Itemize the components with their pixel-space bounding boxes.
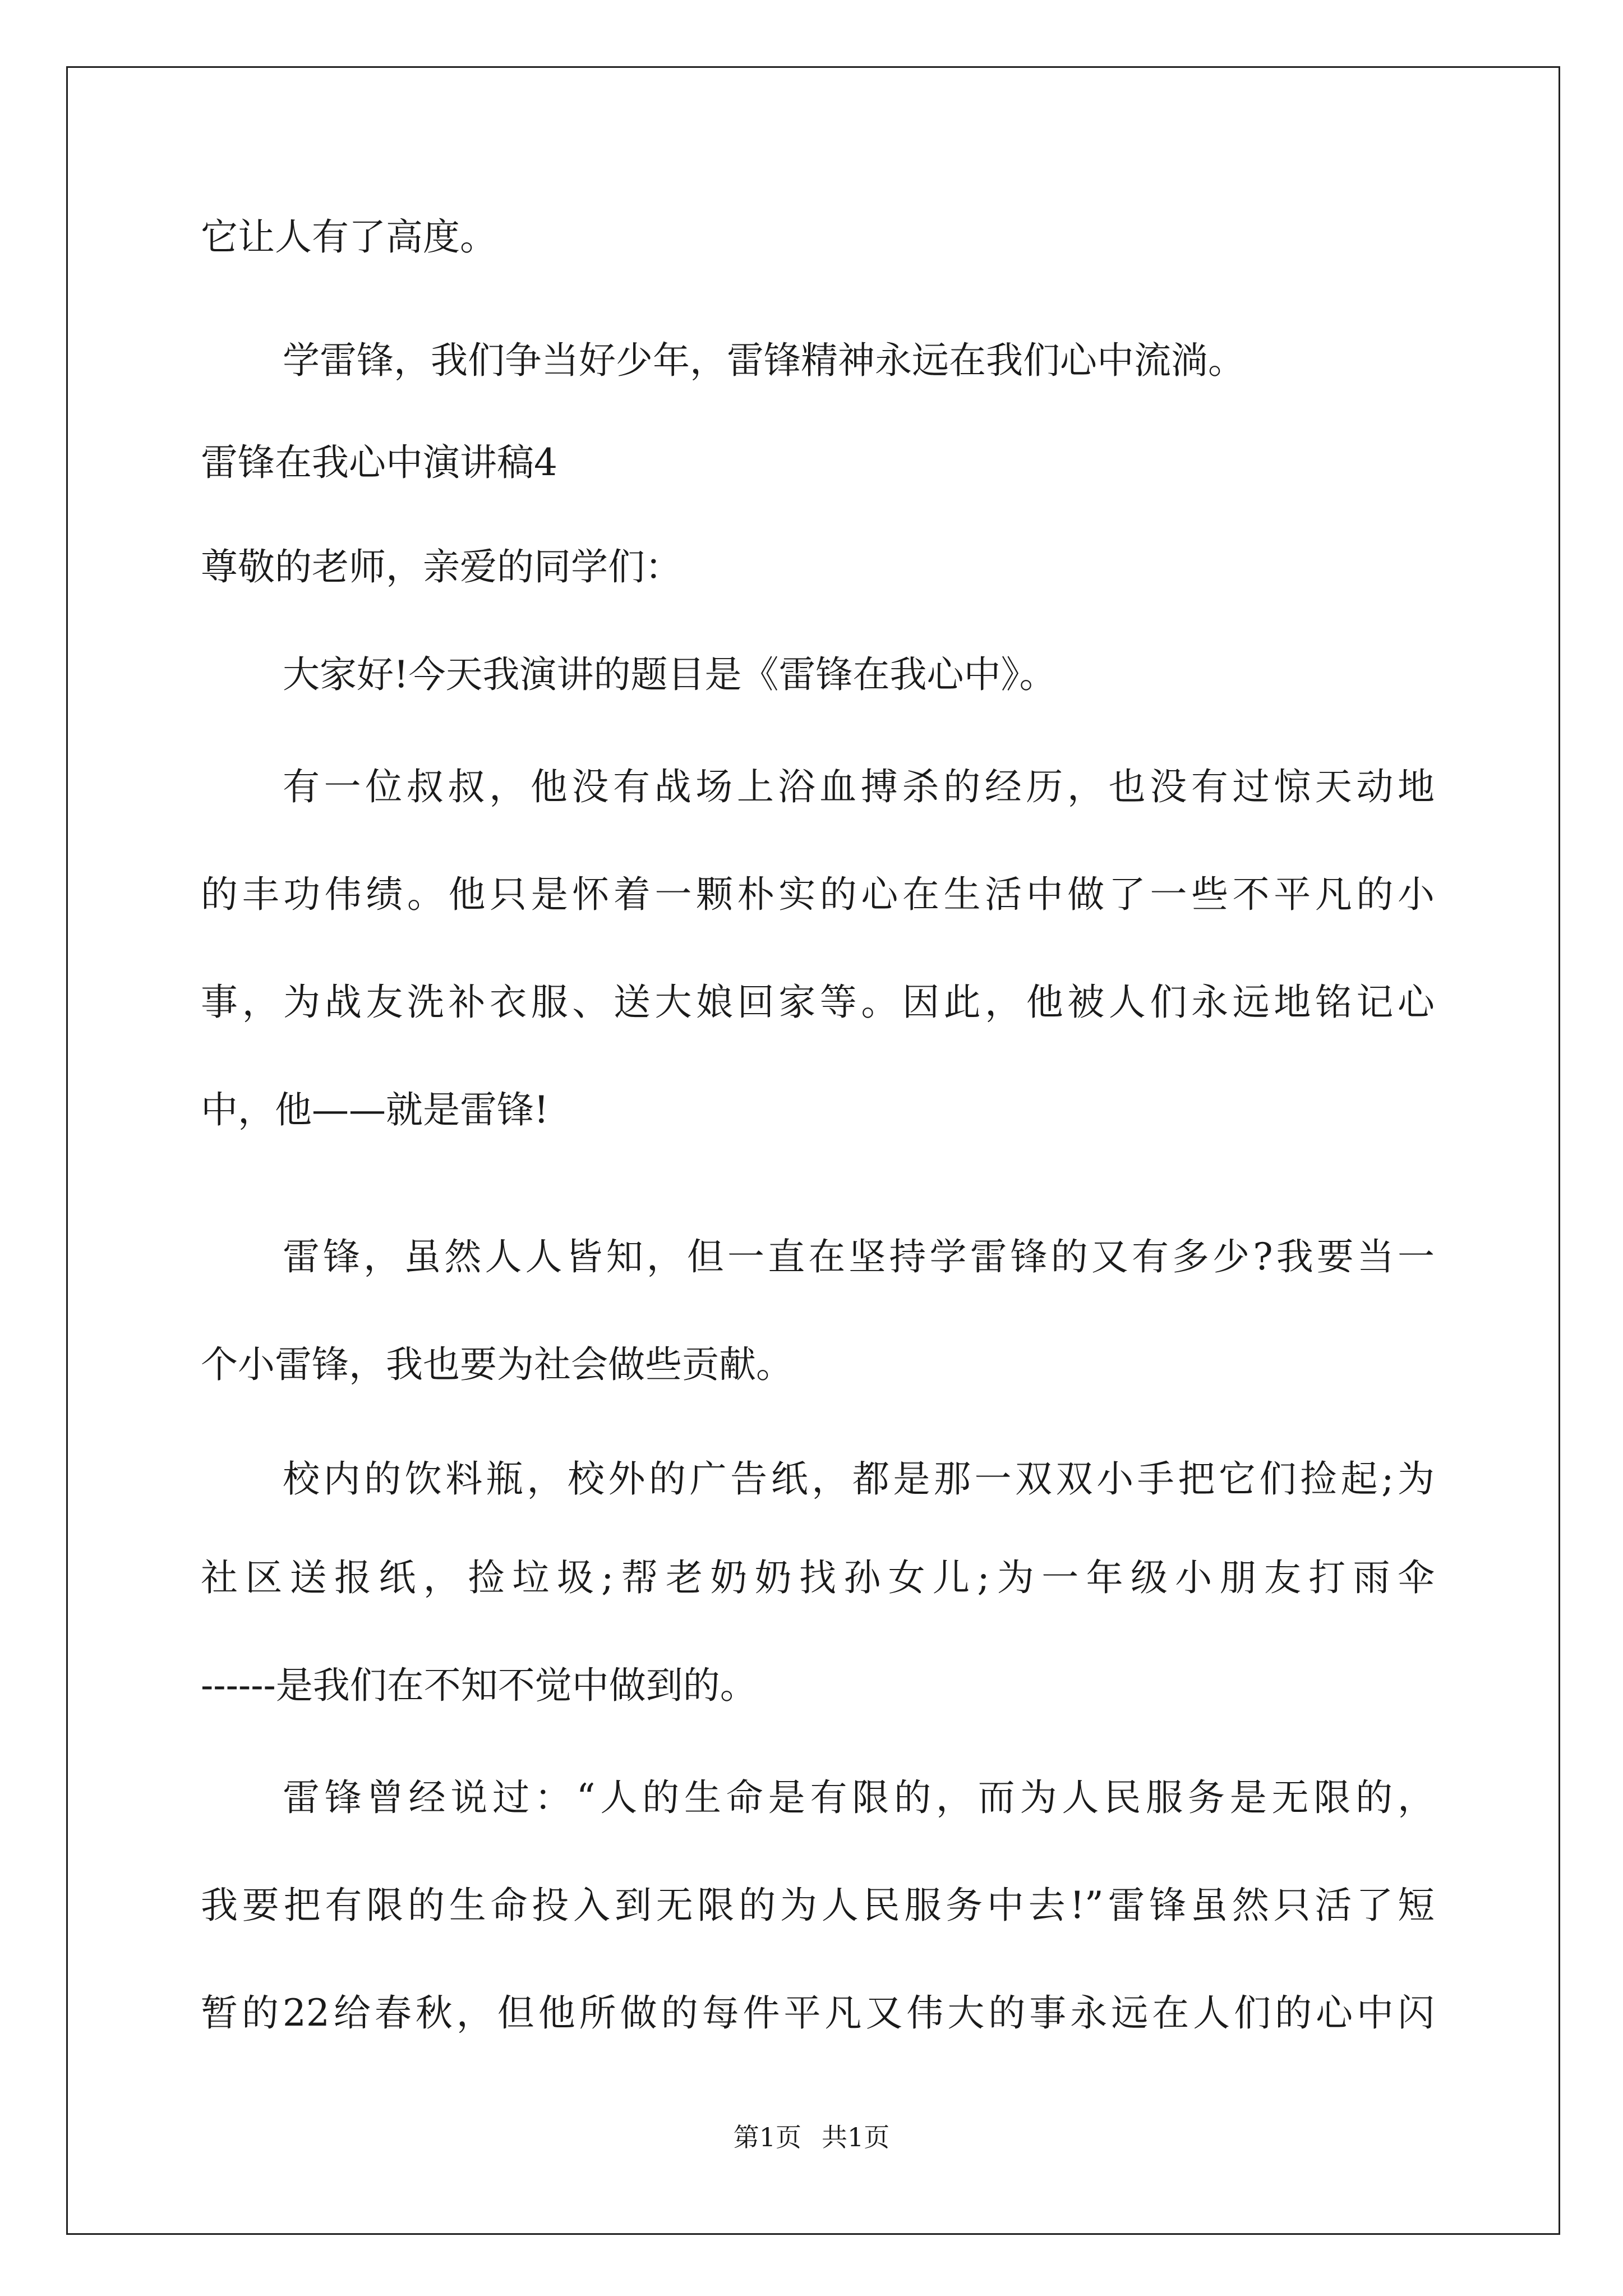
salutation: 尊敬的老师，亲爱的同学们：	[201, 545, 682, 588]
text-line: 中，他——就是雷锋!	[201, 1088, 549, 1131]
text-line: 雷锋曾经说过：“人的生命是有限的，而为人民服务是无限的，	[283, 1776, 1435, 1819]
text-line: 雷锋，虽然人人皆知，但一直在坚持学雷锋的又有多少?我要当一	[283, 1235, 1435, 1278]
text-line: 事，为战友洗补衣服、送大娘回家等。因此，他被人们永远地铭记心	[201, 981, 1435, 1024]
page-footer	[0, 2120, 1623, 2154]
text-line: 社区送报纸，捡垃圾;帮老奶奶找孙女儿;为一年级小朋友打雨伞	[201, 1556, 1435, 1599]
text-line: 它让人有了高度。	[201, 215, 497, 259]
section-heading: 雷锋在我心中演讲稿4	[201, 441, 557, 484]
text-line: 学雷锋，我们争当好少年，雷锋精神永远在我们心中流淌。	[283, 339, 1245, 382]
page-number: 第1页	[733, 2122, 801, 2152]
text-line: 的丰功伟绩。他只是怀着一颗朴实的心在生活中做了一些不平凡的小	[201, 873, 1435, 916]
text-line: 大家好!今天我演讲的题目是《雷锋在我心中》。	[283, 653, 1057, 696]
text-line: ------是我们在不知不觉中做到的。	[201, 1664, 757, 1707]
text-line: 暂的22给春秋，但他所做的每件平凡又伟大的事永远在人们的心中闪	[201, 1991, 1435, 2035]
page-total: 共1页	[822, 2122, 890, 2152]
text-line: 校内的饮料瓶，校外的广告纸，都是那一双双小手把它们捡起;为	[283, 1457, 1435, 1501]
text-line: 个小雷锋，我也要为社会做些贡献。	[201, 1343, 793, 1386]
text-line: 我要把有限的生命投入到无限的为人民服务中去!”雷锋虽然只活了短	[201, 1884, 1435, 1927]
text-line: 有一位叔叔，他没有战场上浴血搏杀的经历，也没有过惊天动地	[283, 765, 1435, 808]
